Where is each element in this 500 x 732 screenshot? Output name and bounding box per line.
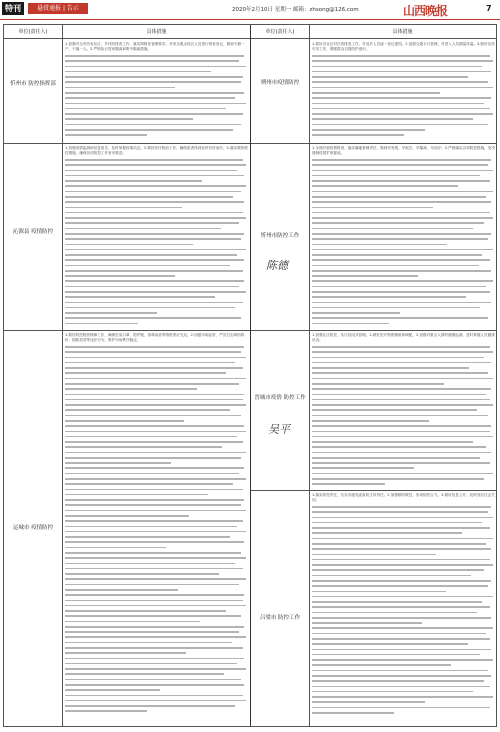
row-divider bbox=[251, 490, 496, 491]
page-header bbox=[0, 0, 500, 20]
right-entry-3-text: 1.加强社区防控，实行封闭式管理。2.做好医疗物资储备和调配。3.加强对重点人群的健康监测，及时掌握人员健康状况。 bbox=[312, 333, 495, 343]
left-entry-3-text: 1.做好防控物资保障工作，确保医用口罩、防护服、消毒用品等物资供应充足。2.加强市场监管，严厉打击哄抬物价、囤积居奇等违法行为，维护市场秩序稳定。 bbox=[65, 333, 245, 343]
row-divider bbox=[4, 330, 250, 331]
row-divider bbox=[4, 143, 250, 144]
left-entry-2-body bbox=[65, 159, 248, 327]
left-content-header: 具体措施 bbox=[62, 25, 251, 39]
right-unit-1: 朔州市疫情防控 bbox=[260, 80, 300, 86]
masthead: 山西晚报 bbox=[403, 4, 448, 18]
left-entry-1-text: 1.加强对全市所有社区、乡村的排查工作，落实网格化管理要求，对来自重点疫区人员进行排查登记，做到不漏一户、不落一人。2.严格执行居家隔离和集中隔离措施。 bbox=[65, 42, 245, 52]
date-info: 2020年2月10日 星期一 邮箱：zhsong@126.com bbox=[232, 7, 359, 13]
right-entry-3-body bbox=[312, 346, 495, 488]
left-unit-2: 沁源县 疫情防控 bbox=[12, 229, 54, 235]
row-divider bbox=[251, 330, 496, 331]
right-unit-3: 晋城市疫情 防控工作 bbox=[254, 395, 306, 401]
left-unit-3: 运城市 疫情防控 bbox=[12, 525, 54, 531]
left-entry-1-body bbox=[65, 55, 248, 141]
measures-table bbox=[3, 24, 497, 727]
left-unit-1: 忻州市 防控指挥部 bbox=[10, 81, 56, 87]
column-divider bbox=[309, 25, 310, 726]
right-entry-2-text: 1.全面开展疫情排查，落实属地管理责任，做到早发现、早报告、早隔离、早治疗。2.严格落实各项防控措施，坚决遏制疫情扩散蔓延。 bbox=[312, 146, 495, 156]
left-entry-3-body bbox=[65, 346, 248, 724]
row-divider bbox=[251, 143, 496, 144]
page-number: 7 bbox=[486, 4, 492, 13]
signature-3: 吴平 bbox=[268, 423, 290, 436]
right-entry-4-text: 1.落实防控责任，压实各级党委政府主体责任。2.加强联防联控，形成防控合力。3.做好信息公开，及时回应社会关切。 bbox=[312, 493, 495, 503]
column-divider bbox=[62, 25, 63, 726]
right-entry-4-body bbox=[312, 506, 495, 724]
right-entry-2-body bbox=[312, 159, 495, 327]
left-entry-2-text: 1.加强疫情监测和信息报告，及时掌握疫情动态。2.做好医疗救治工作，确保患者得到及时有效治疗。3.落实联防联控措施，确保各项防控工作有序推进。 bbox=[65, 146, 248, 156]
signature-2: 陈德 bbox=[266, 259, 288, 272]
right-entry-1-body bbox=[312, 55, 495, 141]
right-unit-4: 吕梁市 防控工作 bbox=[259, 615, 301, 621]
right-unit-2: 忻州市防控工作 bbox=[260, 233, 300, 239]
newspaper-logo: 特刊 bbox=[2, 2, 24, 15]
right-content-header: 具体措施 bbox=[309, 25, 496, 39]
left-unit-header: 单位(责任人) bbox=[4, 25, 62, 39]
right-unit-header: 单位(责任人) bbox=[251, 25, 309, 39]
right-entry-1-text: 1.做好各社区村庄的排查工作，对返乡人员逐一登记建档。2.加强交通卡口管理，对进入人员测量体温。3.做好宣传引导工作，增强群众自我防护意识。 bbox=[312, 42, 495, 52]
section-tag: 悬赏通报 | 告示 bbox=[28, 3, 88, 14]
